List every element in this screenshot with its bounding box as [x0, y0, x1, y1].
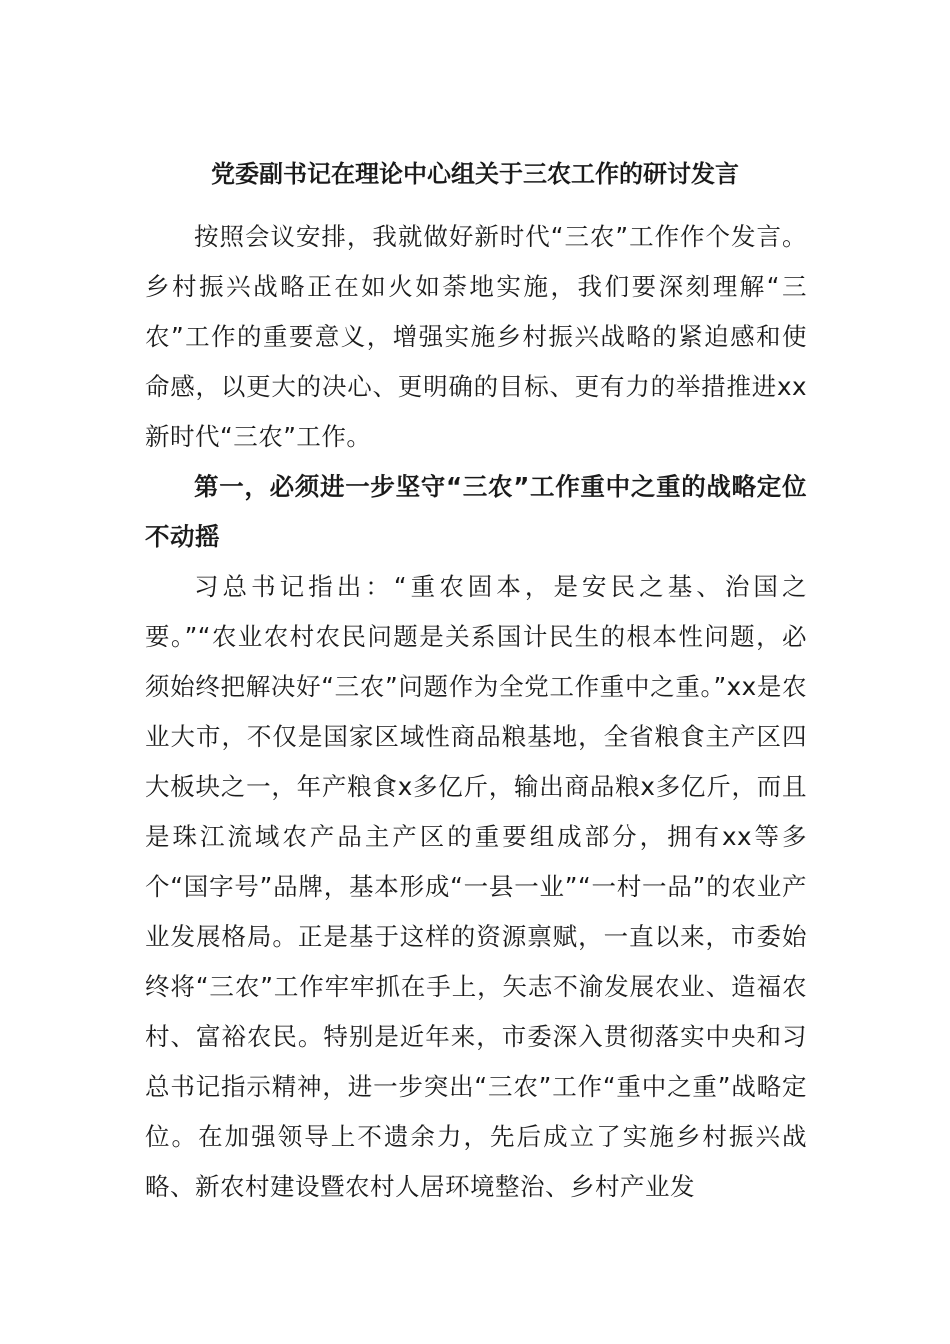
document-title: 党委副书记在理论中心组关于三农工作的研讨发言	[211, 160, 739, 188]
intro-paragraph: 按照会议安排，我就做好新时代“三农”工作作个发言。乡村振兴战略正在如火如荼地实施，我们要深刻理解“三农”工作的重要意义，增强实施乡村振兴战略的紧迫感和使命感，以更大的决心、更明确的目标、更有力的举措推进xx新时代“三农”工作。	[145, 222, 807, 451]
section-heading-1: 第一，必须进一步坚守“三农”工作重中之重的战略定位不动摇	[145, 472, 807, 551]
section-1-paragraph: 习总书记指出：“重农固本，是安民之基、治国之要。”“农业农村农民问题是关系国计民生的根本性问题，必须始终把解决好“三农”问题作为全党工作重中之重。”xx是农业大市，不仅是国家区域性商品粮基地，全省粮食主产区四大板块之一，年产粮食x多亿斤，输出商品粮x多亿斤，而且是珠江流域农产品主产区的重要组成部分，拥有xx等多个“国字号”品牌，基本形成“一县一业”“一村一品”的农业产业发展格局。正是基于这样的资源禀赋，一直以来，市委始终将“三农”工作牢牢抓在手上，矢志不渝发展农业、造福农村、富裕农民。特别是近年来，市委深入贯彻落实中央和习总书记指示精神，进一步突出“三农”工作“重中之重”战略定位。在加强领导上不遗余力，先后成立了实施乡村振兴战略、新农村建设暨农村人居环境整治、乡村产业发	[145, 572, 807, 1201]
